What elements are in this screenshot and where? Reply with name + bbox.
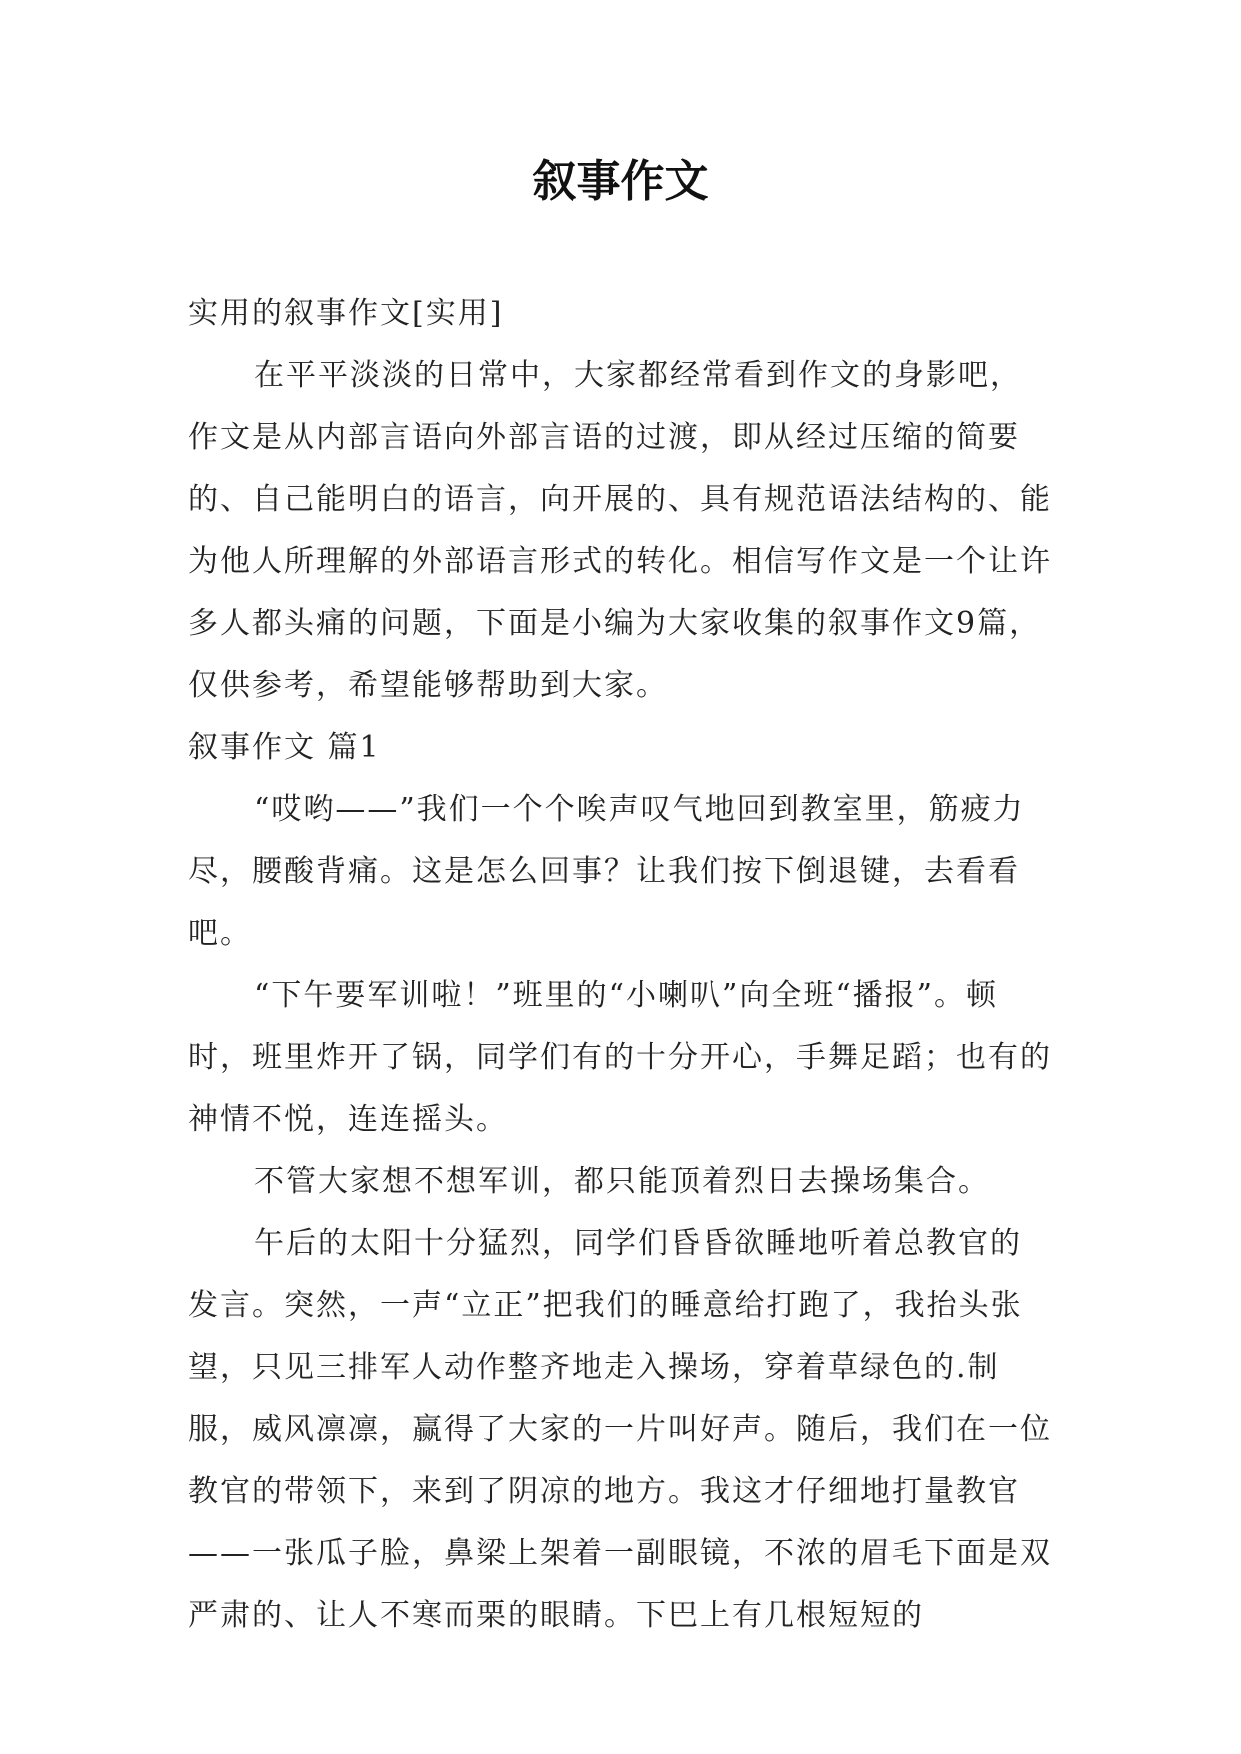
body-paragraph: “哎哟——”我们一个个唉声叹气地回到教室里，筋疲力尽，腰酸背痛。这是怎么回事？让我们按下倒退键，去看看吧。	[188, 792, 1025, 951]
document-subtitle: 实用的叙事作文[实用]	[188, 296, 504, 331]
section-heading: 叙事作文 篇1	[188, 730, 381, 765]
body-paragraph: 午后的太阳十分猛烈，同学们昏昏欲睡地听着总教官的发言。突然，一声“立正”把我们的睡意给打跑了，我抬头张望，只见三排军人动作整齐地走入操场，穿着草绿色的.制服，威风凛凛，赢得了大家的一片叫好声。随后，我们在一位教官的带领下，来到了阴凉的地方。我这才仔细地打量教官——一张瓜子脸，鼻梁上架着一副眼镜，不浓的眉毛下面是双严肃的、让人不寒而栗的眼睛。下巴上有几根短短的	[188, 1226, 1052, 1633]
document-title: 叙事作文	[532, 156, 709, 207]
intro-paragraph: 在平平淡淡的日常中，大家都经常看到作文的身影吧，作文是从内部言语向外部言语的过渡，即从经过压缩的简要的、自己能明白的语言，向开展的、具有规范语法结构的、能为他人所理解的外部语言形式的转化。相信写作文是一个让许多人都头痛的问题，下面是小编为大家收集的叙事作文9篇，仅供参考，希望能够帮助到大家。	[188, 358, 1052, 703]
document-body	[188, 283, 1053, 1647]
body-paragraph: 不管大家想不想军训，都只能顶着烈日去操场集合。	[254, 1164, 990, 1199]
body-paragraph: “下午要军训啦！”班里的“小喇叭”向全班“播报”。顿时，班里炸开了锅，同学们有的十分开心，手舞足蹈；也有的神情不悦，连连摇头。	[188, 978, 1052, 1137]
